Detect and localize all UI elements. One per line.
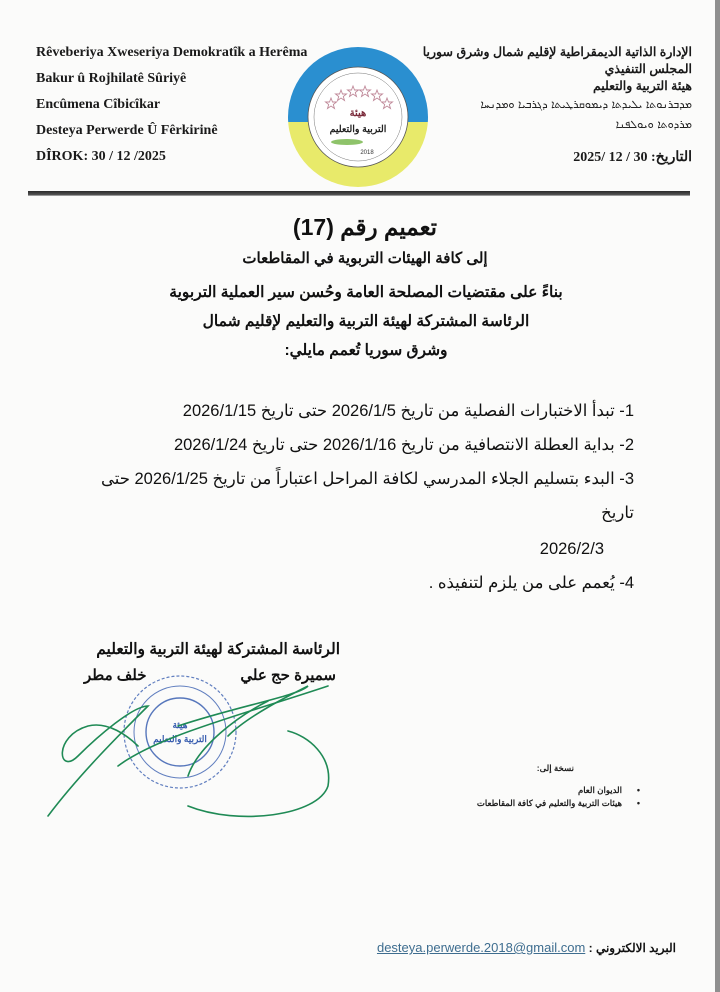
circular-item-2: 2- بداية العطلة الانتصافية من تاريخ 2026/1/16 حتى تاريخ 2026/1/24	[173, 436, 634, 454]
logo-year: 2018	[360, 150, 374, 156]
organization-logo	[287, 46, 429, 188]
signatory-name-2: خلف مطر	[84, 667, 147, 684]
circular-items	[74, 394, 634, 600]
copy-to-block	[394, 763, 654, 810]
circular-intro	[12, 278, 720, 365]
header-arabic-block	[422, 44, 692, 166]
logo-text-line2: التربية والتعليم	[329, 124, 387, 135]
circular-item-4: 4- يُعمم على من يلزم لتنفيذه .	[428, 574, 634, 592]
signature-stroke	[118, 686, 328, 766]
header-arabic-date: التاريخ: 30 / 12 /2025	[573, 150, 692, 165]
circular-item-3-continuation: 2026/2/3	[539, 540, 604, 558]
header-kurdish-line-4: Desteya Perwerde Û Fêrkirinê	[36, 123, 218, 138]
copy-to-item: • هيئات التربية والتعليم في كافة المقاطعات	[394, 797, 634, 810]
circular-item-1: 1- تبدأ الاختبارات الفصلية من تاريخ 2026/1/5 حتى تاريخ 2026/1/15	[182, 402, 634, 420]
stamp-text-line1: هيئة	[172, 720, 188, 730]
footer-email	[377, 940, 676, 955]
logo-text-line1: هيئة	[349, 108, 367, 119]
copy-to-list	[394, 784, 654, 810]
page-edge-shadow	[715, 0, 720, 992]
header-syriac-line-2: ܡܪܕܘܬܐ ܘܝܘܠܦܢܐ	[615, 118, 692, 131]
header-syriac-line-1: ܡܕܒܪܢܘܬܐ ܝܠܝܕܬܐ ܕܝܡܘܩܪܛܝܬܐ ܕܓܪܒܝܐ ܘܡܕܢܚܐ	[480, 98, 692, 111]
email-label: البريد الالكتروني :	[588, 941, 676, 955]
header-arabic-line-1: الإدارة الذاتية الديمقراطية لإقليم شمال وشرق سوريا	[422, 45, 692, 59]
stamp-text-line2: التربية والتعليم	[153, 734, 207, 744]
logo-laurel	[331, 139, 363, 145]
circular-recipients: إلى كافة الهيئات التربوية في المقاطعات	[242, 250, 488, 267]
signature-stroke	[188, 701, 268, 776]
signature-stroke	[48, 706, 148, 816]
handwritten-signature	[38, 676, 338, 836]
header-kurdish-line-2: Bakur û Rojhilatê Sûriyê	[36, 71, 187, 86]
intro-line-3: وشرق سوريا تُعمم مايلي:	[284, 342, 448, 359]
intro-line-1: بناءً على مقتضيات المصلحة العامة وحُسن سير العملية التربوية	[169, 284, 563, 301]
email-link[interactable]: desteya.perwerde.2018@gmail.com	[376, 940, 586, 955]
signatory-name-1: سميرة حج علي	[240, 667, 336, 684]
circular-item-3: 3- البدء بتسليم الجلاء المدرسي لكافة المراحل اعتباراً من تاريخ 2026/1/25 حتى تاريخ	[100, 470, 634, 522]
header-kurdish-date: DÎROK: 30 / 12 /2025	[36, 149, 166, 164]
intro-line-2: الرئاسة المشتركة لهيئة التربية والتعليم لإقليم شمال	[202, 313, 530, 330]
signatory-role: الرئاسة المشتركة لهيئة التربية والتعليم	[96, 641, 340, 658]
copy-to-item: • الديوان العام	[394, 784, 634, 797]
header-kurdish-line-3: Encûmena Cîbicîkar	[36, 97, 161, 112]
circular-title: تعميم رقم (17)	[292, 214, 438, 240]
header-divider	[28, 191, 690, 195]
header-kurdish-line-1: Rêveberiya Xweseriya Demokratîk a Herêma	[36, 45, 308, 60]
copy-to-label: نسخة إلى:	[536, 763, 574, 773]
header-arabic-line-3: هيئة التربية والتعليم	[592, 79, 692, 93]
circular-heading	[0, 210, 720, 365]
header-arabic-line-2: المجلس التنفيذي	[604, 62, 692, 76]
